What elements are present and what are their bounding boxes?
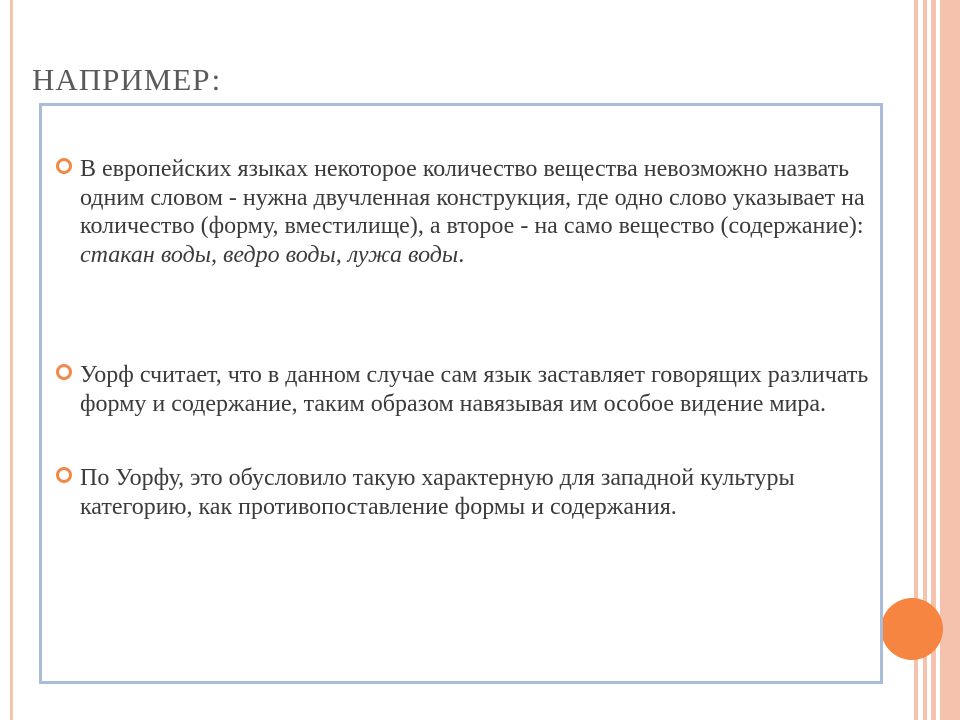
- left-decorative-line: [10, 0, 13, 720]
- bullet-ring-icon: [56, 364, 72, 380]
- bullet-text-1: [80, 155, 870, 269]
- bullet-ring-icon: [56, 158, 72, 174]
- bullet-1-end: .: [458, 241, 465, 268]
- bullet-ring-icon: [56, 467, 72, 483]
- decorative-circle: [881, 598, 943, 660]
- bullet-1-main: В европейских языках некоторое количество вещества невозможно назвать одним словом - нужна двучленная конструкция, где одно слово указывает на количество (форму, вместилище), а второе - на само вещество (содержание):: [80, 156, 865, 239]
- bullet-1-examples: стакан воды, ведро воды, лужа воды: [80, 241, 459, 268]
- stripe: [940, 0, 960, 720]
- bullet-text-2: Уорф считает, что в данном случае сам язык заставляет говорящих различать форму и содержание, таким образом навязывая им особое видение мира.: [80, 362, 869, 417]
- bullet-text-3: По Уорфу, это обусловило такую характерную для западной культуры категорию, как противопоставление формы и содержания.: [80, 465, 795, 520]
- slide-title: НАПРИМЕР:: [32, 62, 222, 97]
